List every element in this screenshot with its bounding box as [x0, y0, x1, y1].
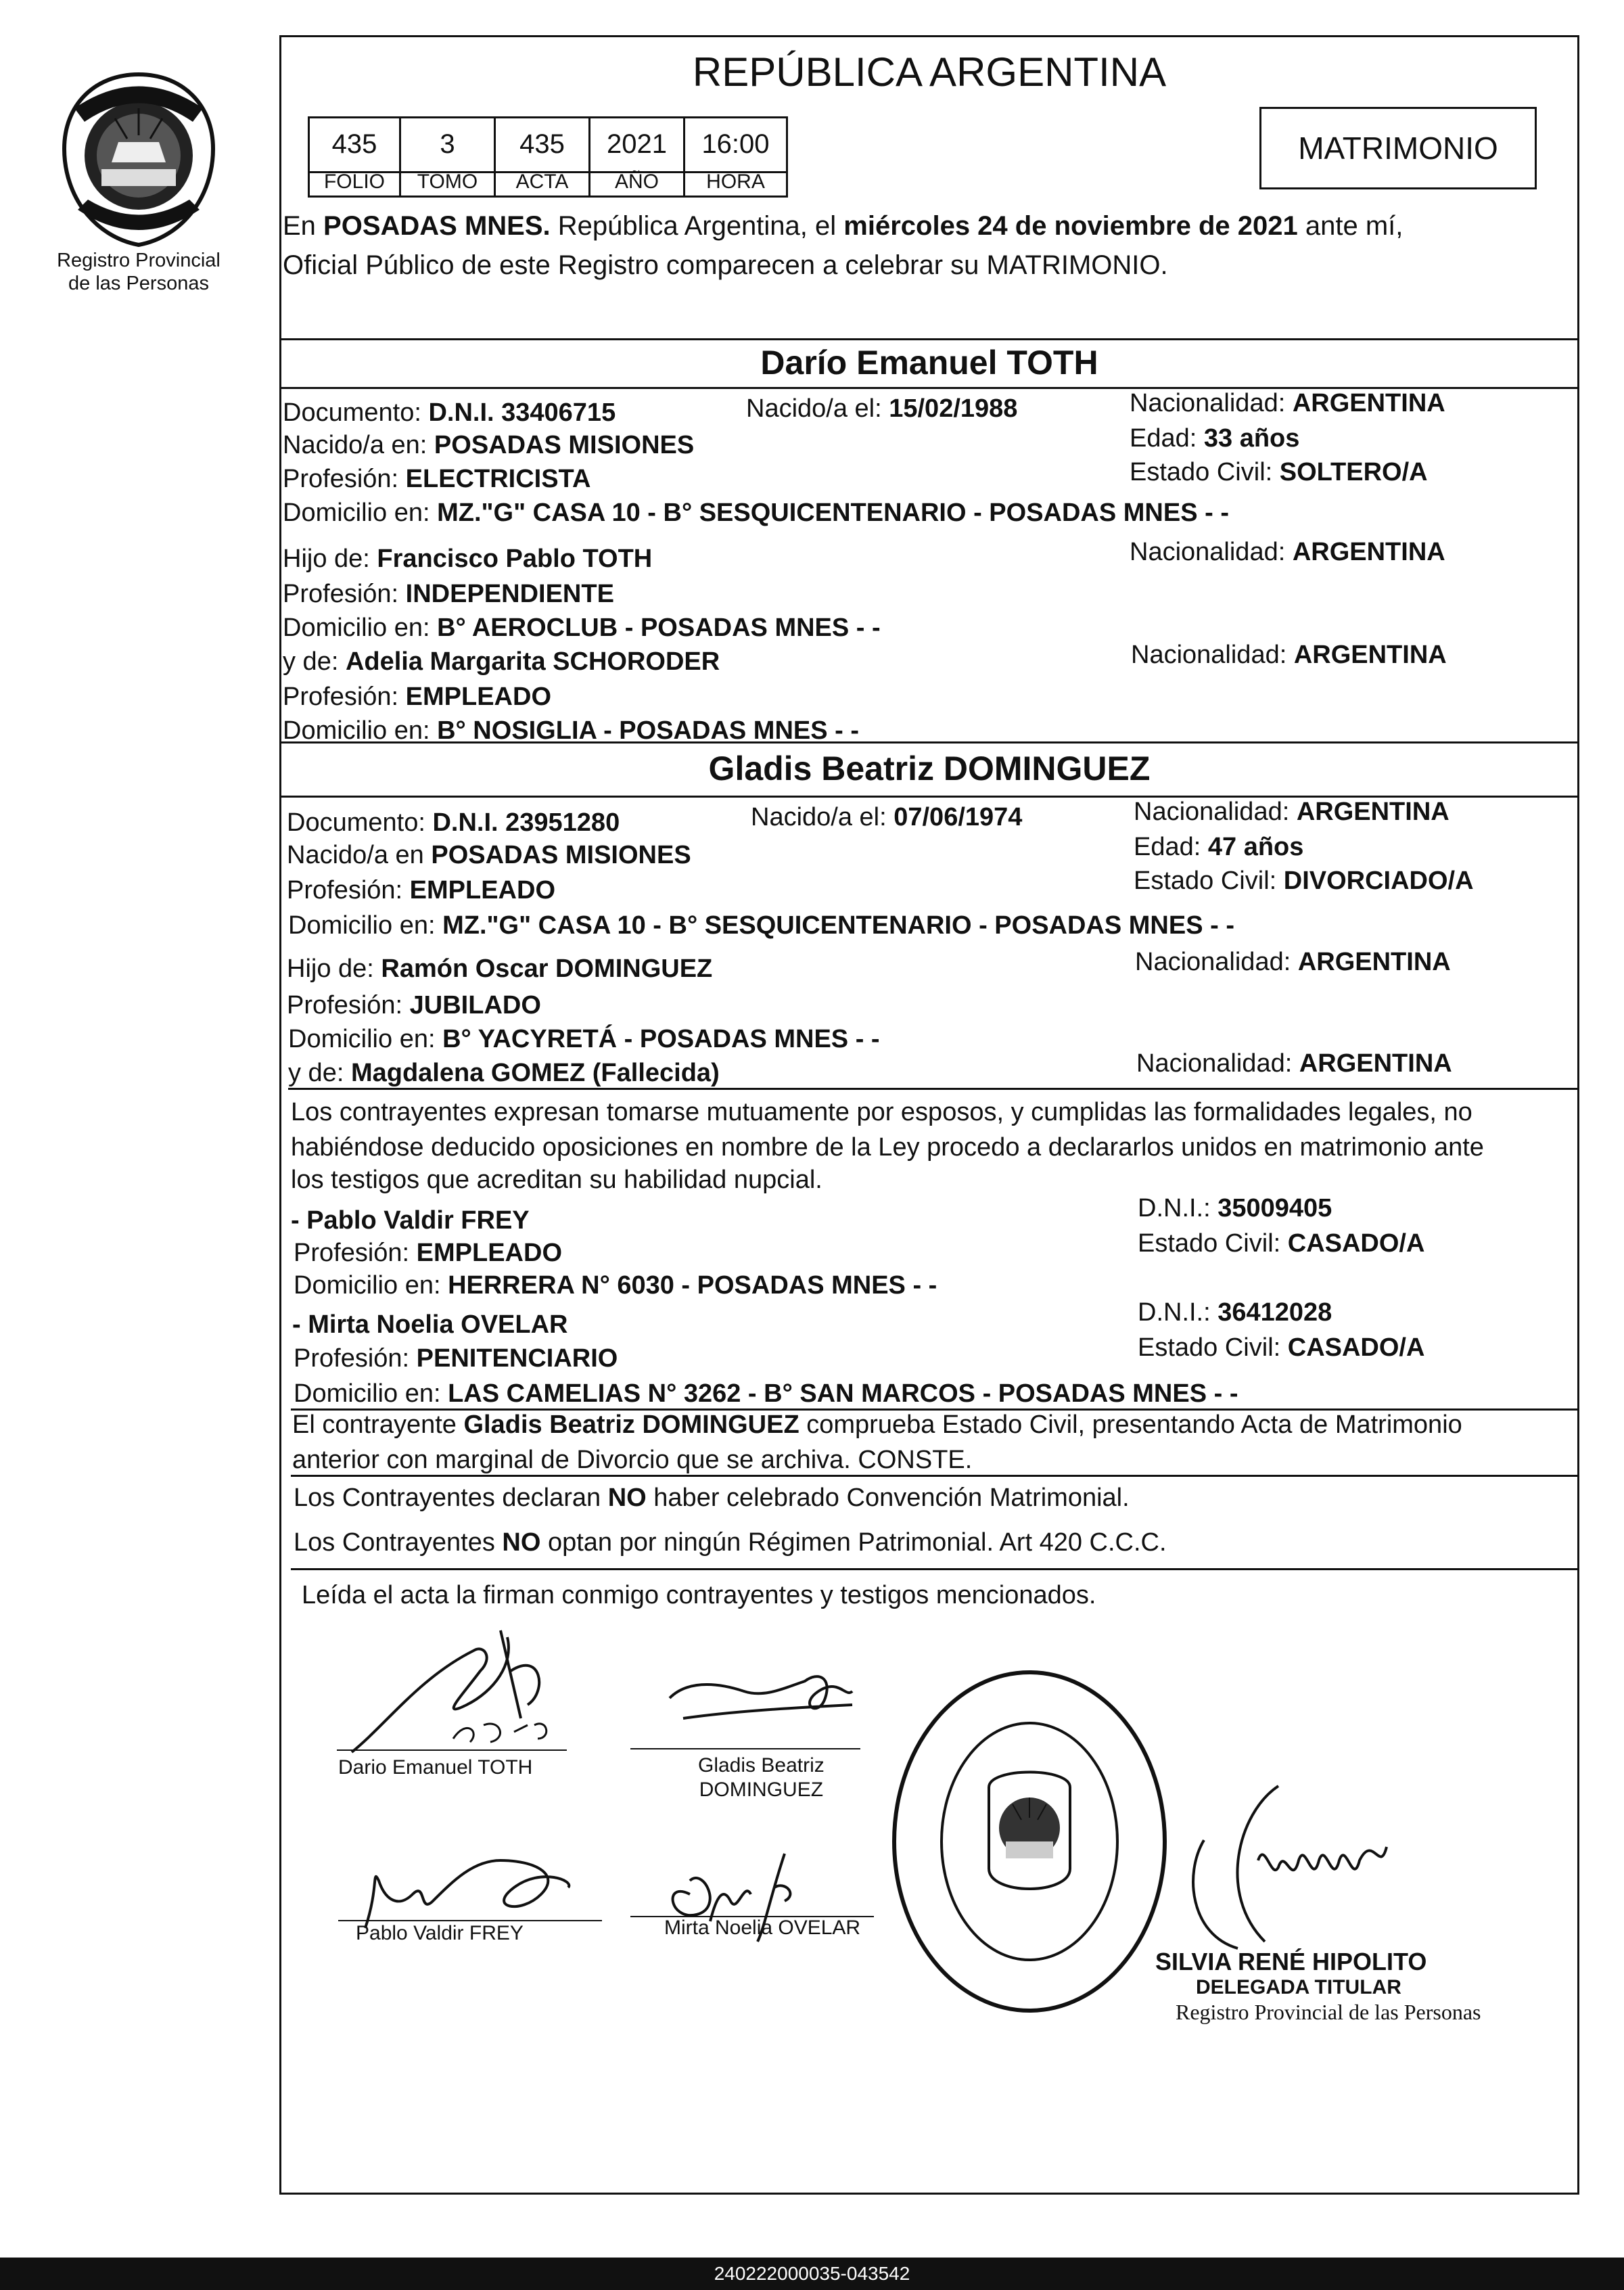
spouse2-father-nationality: Nacionalidad: ARGENTINA	[1135, 948, 1451, 976]
witness2-dni: D.N.I.: 36412028	[1138, 1298, 1332, 1327]
spouse2-father-profession: Profesión: JUBILADO	[287, 991, 541, 1020]
handwritten-signature-icon	[1177, 1772, 1461, 1955]
doc-type-label: MATRIMONIO	[1298, 131, 1498, 166]
witness2-civil-status: Estado Civil: CASADO/A	[1138, 1333, 1425, 1362]
signature-spouse2	[649, 1657, 873, 1745]
handwritten-signature-icon	[649, 1657, 873, 1745]
official-stamp	[887, 1666, 1171, 2017]
signature-spouse1-name: Dario Emanuel TOTH	[338, 1756, 533, 1779]
spouse1-address: Domicilio en: MZ."G" CASA 10 - B° SESQUICENTENARIO - POSADAS MNES - -	[283, 499, 1229, 527]
signature-witness1-name: Pablo Valdir FREY	[356, 1922, 524, 1944]
spouse2-nationality: Nacionalidad: ARGENTINA	[1134, 798, 1449, 826]
officer-title: DELEGADA TITULAR	[1196, 1976, 1401, 1998]
spouse1-mother: y de: Adelia Margarita SCHORODER	[283, 647, 720, 676]
signature-spouse2-name-line1: Gladis Beatriz	[698, 1754, 825, 1777]
logo-caption-line1: Registro Provincial	[57, 250, 221, 271]
spouse1-document: Documento: D.N.I. 33406715	[283, 398, 616, 427]
spouse2-address: Domicilio en: MZ."G" CASA 10 - B° SESQUICENTENARIO - POSADAS MNES - -	[288, 911, 1234, 940]
spouse2-profession: Profesión: EMPLEADO	[287, 876, 556, 904]
doc-type-box	[1259, 107, 1537, 189]
spouse1-profession: Profesión: ELECTRICISTA	[283, 465, 591, 493]
declaration-line-1: Los contrayentes expresan tomarse mutuamente por esposos, y cumplidas las formalidades legales, no	[291, 1098, 1472, 1126]
acta-cell: 435 ACTA	[496, 118, 590, 196]
spouse2-father-address: Domicilio en: B° YACYRETÁ - POSADAS MNES - -	[288, 1025, 880, 1053]
hour-cell: 16:00 HORA	[701, 129, 770, 193]
spouse1-mother-address: Domicilio en: B° NOSIGLIA - POSADAS MNES - -	[283, 716, 859, 745]
signature-spouse2-name-line2: DOMINGUEZ	[699, 1779, 824, 1801]
document-id-footer: 240222000035-043542	[0, 2258, 1624, 2290]
witness2-profession: Profesión: PENITENCIARIO	[294, 1344, 618, 1373]
declaration-line-2: habiéndose deducido oposiciones en nombre de la Ley procedo a declararlos unidos en matrimonio ante	[291, 1133, 1484, 1162]
spouse2-mother-nationality: Nacionalidad: ARGENTINA	[1136, 1049, 1452, 1078]
spouse2-father: Hijo de: Ramón Oscar DOMINGUEZ	[287, 955, 713, 983]
year-cell: 2021 AÑO	[590, 118, 685, 196]
witness2-address: Domicilio en: LAS CAMELIAS N° 3262 - B° SAN MARCOS - POSADAS MNES - -	[294, 1379, 1238, 1408]
folio-cell: 435 FOLIO	[310, 118, 401, 196]
spouse1-age: Edad: 33 años	[1130, 424, 1300, 453]
tomo-cell: 3 TOMO	[401, 118, 496, 196]
spouse2-birthdate: Nacido/a el: 07/06/1974	[751, 803, 1023, 831]
spouse1-father-nationality: Nacionalidad: ARGENTINA	[1130, 538, 1445, 566]
page-title: REPÚBLICA ARGENTINA	[692, 49, 1167, 95]
regime-line-1: Los Contrayentes declaran NO haber celebrado Convención Matrimonial.	[294, 1484, 1130, 1512]
declaration-line-3: los testigos que acreditan su habilidad nupcial.	[291, 1166, 822, 1194]
spouse1-birthdate: Nacido/a el: 15/02/1988	[746, 394, 1018, 423]
spouse2-mother: y de: Magdalena GOMEZ (Fallecida)	[288, 1059, 720, 1087]
spouse2-birthplace: Nacido/a en POSADAS MISIONES	[287, 841, 691, 869]
registry-logo	[47, 68, 230, 294]
officer-signature	[1177, 1772, 1461, 1955]
officer-office: Registro Provincial de las Personas	[1176, 2000, 1481, 2024]
witness1-name: - Pablo Valdir FREY	[291, 1206, 530, 1235]
witness1-profession: Profesión: EMPLEADO	[294, 1239, 563, 1267]
spouse1-name: Darío Emanuel TOTH	[760, 344, 1098, 382]
intro-line-1: En POSADAS MNES. República Argentina, el miércoles 24 de noviembre de 2021 ante mí,	[283, 211, 1403, 241]
witness1-civil-status: Estado Civil: CASADO/A	[1138, 1229, 1425, 1258]
civil-status-note-line-2: anterior con marginal de Divorcio que se archiva. CONSTE.	[292, 1446, 973, 1474]
registry-stamp-icon	[887, 1666, 1171, 2017]
spouse2-document: Documento: D.N.I. 23951280	[287, 808, 620, 837]
witness2-name: - Mirta Noelia OVELAR	[292, 1310, 568, 1339]
spouse2-name: Gladis Beatriz DOMINGUEZ	[708, 750, 1151, 787]
civil-status-note-line-1: El contrayente Gladis Beatriz DOMINGUEZ comprueba Estado Civil, presentando Acta de Matrimonio	[292, 1411, 1462, 1439]
logo-caption-line2: de las Personas	[68, 273, 209, 294]
spouse1-father: Hijo de: Francisco Pablo TOTH	[283, 545, 653, 573]
signature-spouse2-name	[698, 1754, 825, 1802]
officer-name: SILVIA RENÉ HIPOLITO	[1155, 1948, 1427, 1975]
spouse1-nationality: Nacionalidad: ARGENTINA	[1130, 389, 1445, 417]
spouse1-father-profession: Profesión: INDEPENDIENTE	[283, 580, 614, 608]
logo-caption	[27, 249, 250, 295]
witness1-dni: D.N.I.: 35009405	[1138, 1194, 1332, 1222]
spouse2-civil-status: Estado Civil: DIVORCIADO/A	[1134, 867, 1474, 895]
spouse1-father-address: Domicilio en: B° AEROCLUB - POSADAS MNES - -	[283, 614, 881, 642]
province-seal-icon	[47, 68, 230, 250]
officer-block	[1155, 1948, 1561, 2024]
spouse2-age: Edad: 47 años	[1134, 833, 1304, 861]
registry-fields-table	[308, 116, 788, 198]
witness1-address: Domicilio en: HERRERA N° 6030 - POSADAS MNES - -	[294, 1271, 937, 1300]
intro-line-2: Oficial Público de este Registro comparecen a celebrar su MATRIMONIO.	[283, 250, 1168, 280]
spouse1-civil-status: Estado Civil: SOLTERO/A	[1130, 458, 1428, 486]
spouse1-birthplace: Nacido/a en: POSADAS MISIONES	[283, 431, 695, 459]
regime-line-2: Los Contrayentes NO optan por ningún Régimen Patrimonial. Art 420 C.C.C.	[294, 1528, 1167, 1557]
signature-witness2-name: Mirta Noelia OVELAR	[664, 1917, 861, 1939]
spouse1-mother-profession: Profesión: EMPLEADO	[283, 683, 552, 711]
spouse1-mother-nationality: Nacionalidad: ARGENTINA	[1131, 641, 1447, 669]
closing-statement: Leída el acta la firman conmigo contrayentes y testigos mencionados.	[302, 1581, 1096, 1609]
